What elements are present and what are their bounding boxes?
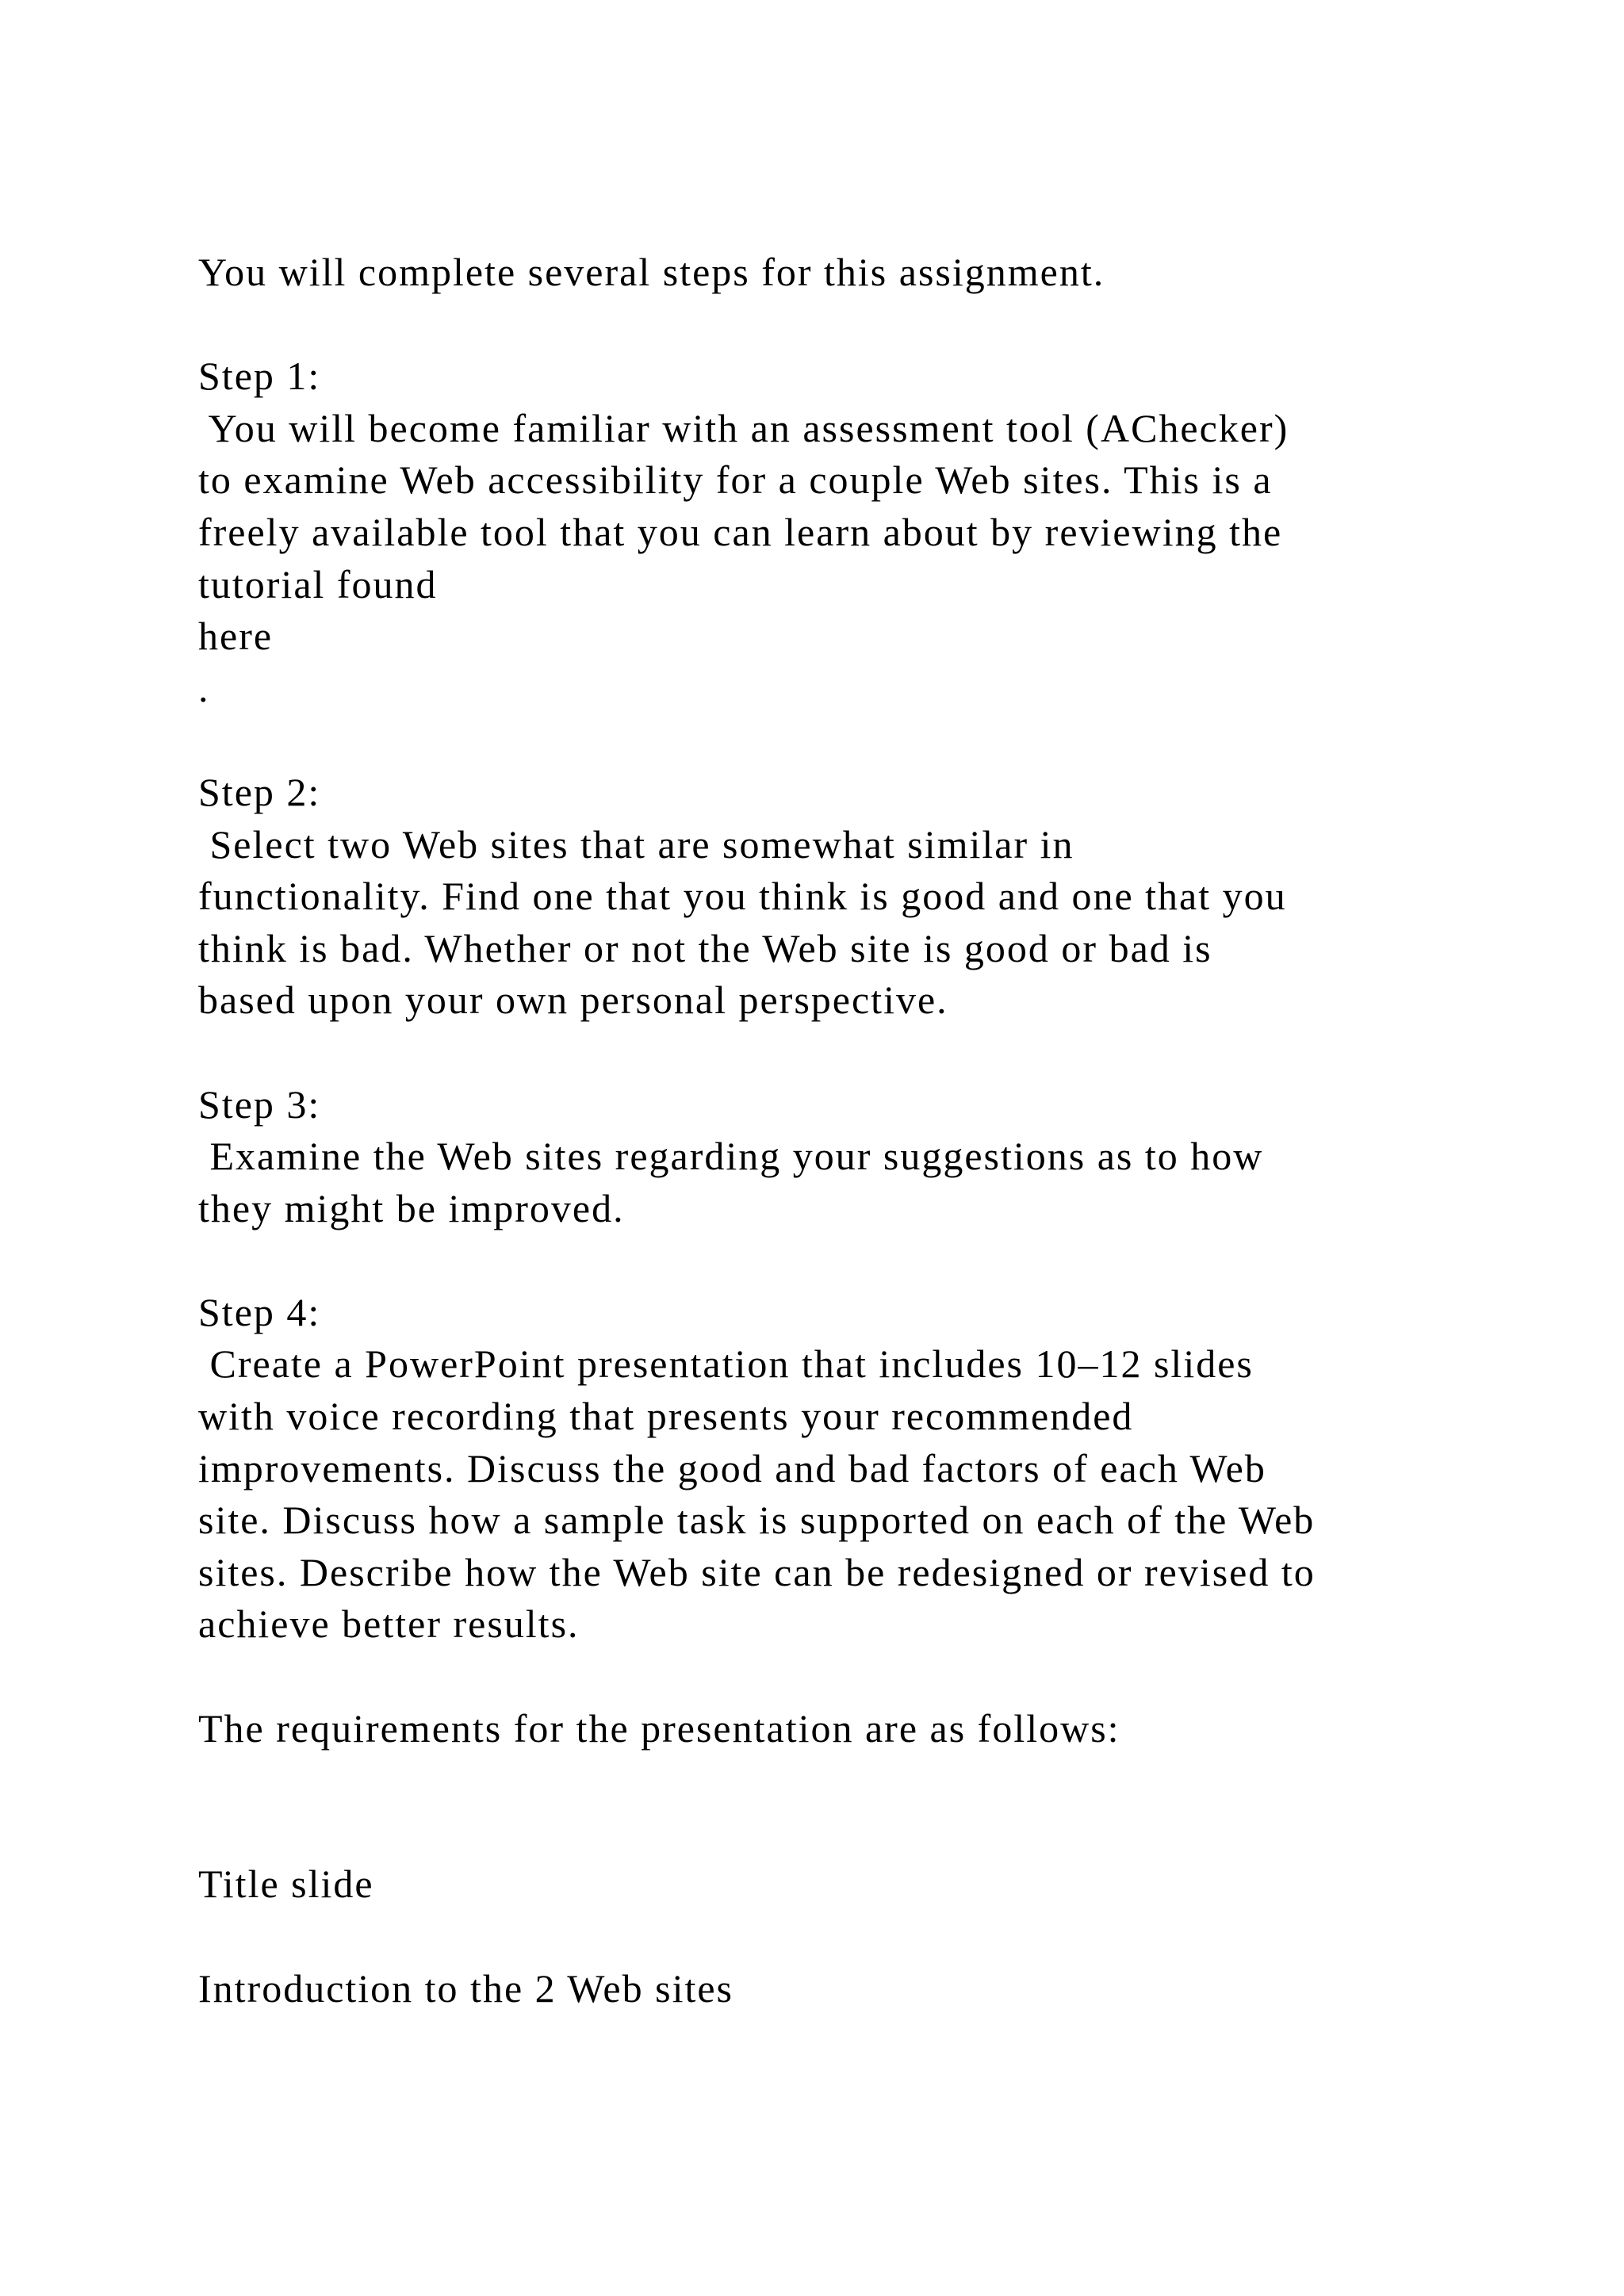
- step-4-line: site. Discuss how a sample task is supported on each of the Web: [198, 1498, 1316, 1543]
- spacer: [198, 1807, 1467, 1859]
- document-body: [198, 247, 1467, 2015]
- step-2-line: functionality. Find one that you think is good and one that you: [198, 874, 1287, 919]
- step-2-line: think is bad. Whether or not the Web site is good or bad is: [198, 925, 1212, 970]
- step-1-heading: Step 1:: [198, 354, 321, 399]
- step-2-line: based upon your own personal perspective.: [198, 978, 948, 1023]
- spacer: [198, 1651, 1467, 1703]
- step-1-line: tutorial found: [198, 561, 438, 607]
- requirements-intro: The requirements for the presentation are as follows:: [198, 1705, 1120, 1751]
- step-4-line: improvements. Discuss the good and bad factors of each Web: [198, 1445, 1266, 1490]
- spacer: [198, 1234, 1467, 1287]
- step-1-line: to examine Web accessibility for a couple Web sites. This is a: [198, 457, 1273, 503]
- spacer: [198, 299, 1467, 351]
- step-2-line: Select two Web sites that are somewhat similar in: [198, 821, 1074, 867]
- step-1-line: .: [198, 665, 210, 710]
- step-3-heading: Step 3:: [198, 1081, 321, 1127]
- tutorial-link-text: here: [198, 614, 274, 659]
- step-1-line: You will become familiar with an assessment tool (AChecker): [198, 405, 1289, 450]
- step-3-line: they might be improved.: [198, 1185, 625, 1230]
- spacer: [198, 1027, 1467, 1079]
- step-1-line: freely available tool that you can learn about by reviewing the: [198, 509, 1283, 554]
- spacer: [198, 714, 1467, 767]
- step-4-line: sites. Describe how the Web site can be redesigned or revised to: [198, 1549, 1316, 1594]
- step-4-line: with voice recording that presents your recommended: [198, 1394, 1134, 1439]
- step-3-line: Examine the Web sites regarding your suggestions as to how: [198, 1134, 1264, 1179]
- step-2-heading: Step 2:: [198, 769, 321, 814]
- spacer: [198, 1911, 1467, 1963]
- intro-text: You will complete several steps for this assignment.: [198, 250, 1105, 294]
- requirement-item: Introduction to the 2 Web sites: [198, 1965, 734, 2011]
- requirement-item: Title slide: [198, 1862, 374, 1907]
- step-4-line: achieve better results.: [198, 1601, 580, 1647]
- spacer: [198, 1755, 1467, 1807]
- step-4-heading: Step 4:: [198, 1289, 321, 1334]
- step-4-line: Create a PowerPoint presentation that includes 10–12 slides: [198, 1341, 1254, 1387]
